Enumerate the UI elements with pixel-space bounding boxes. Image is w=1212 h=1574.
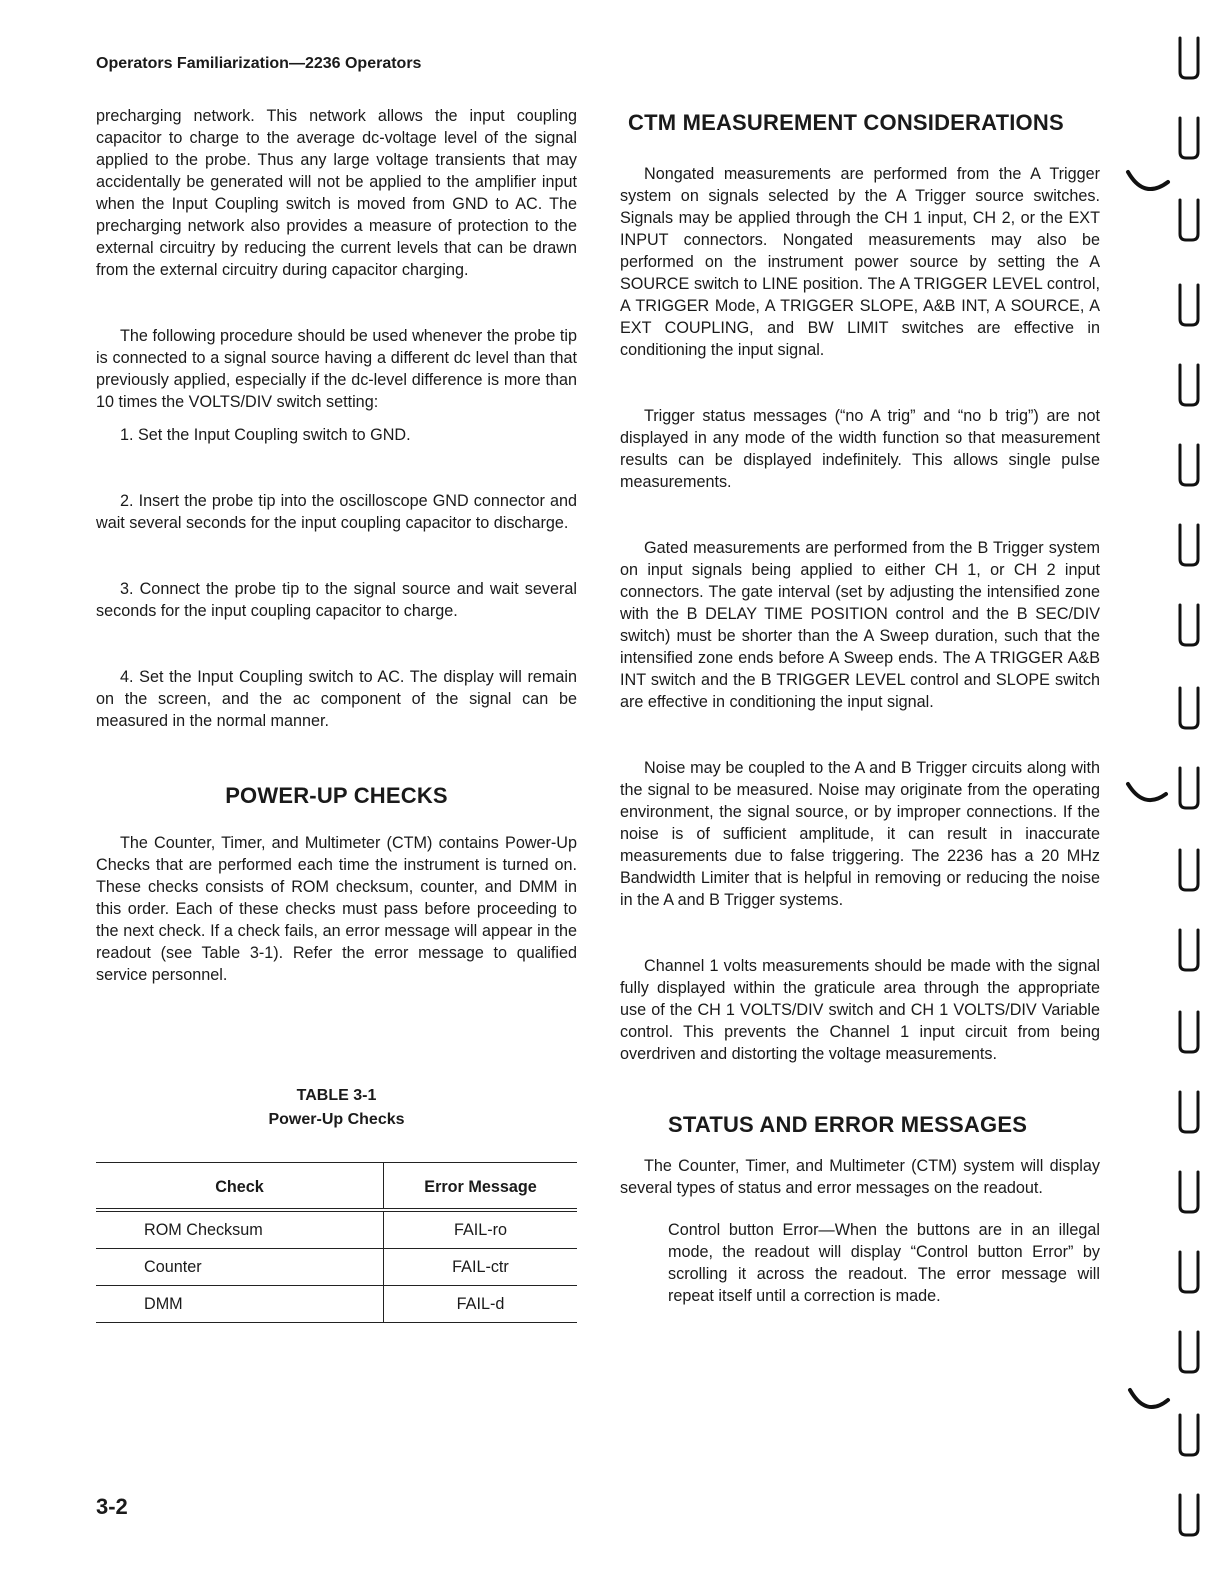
binder-hole-mark bbox=[1180, 1012, 1198, 1052]
binder-ring-mark bbox=[1128, 784, 1166, 800]
binder-hole-mark bbox=[1180, 850, 1198, 890]
table-title: Power-Up Checks bbox=[268, 1111, 405, 1128]
binder-hole-mark bbox=[1180, 1092, 1198, 1132]
binder-hole-mark bbox=[1180, 1415, 1198, 1455]
binder-hole-mark bbox=[1180, 1172, 1198, 1212]
paragraph: Gated measurements are performed from the B Trigger system on input signals being applied to either CH 1, or CH 2 input connectors. The gate interval (set by adjusting the intensified zone with the B DELAY TIME POSITION control and the B SEC/DIV switch) must be shorter than the A Sweep duration, such that the intensified zone ends before A Sweep ends. The A TRIGGER A&B INT switch and the B TRIGGER LEVEL control and SLOPE switch are effective in conditioning the input signal. bbox=[620, 539, 1100, 711]
binder-hole-mark bbox=[1180, 930, 1198, 970]
table-row bbox=[96, 1249, 577, 1286]
procedure-step: 4. Set the Input Coupling switch to AC. The display will remain on the screen, and the ac component of the signal can be measured in the normal manner. bbox=[96, 668, 577, 730]
binder-hole-mark bbox=[1180, 38, 1198, 78]
paragraph: The Counter, Timer, and Multimeter (CTM) contains Power-Up Checks that are performed each time the instrument is turned on. These checks consists of ROM checksum, counter, and DMM in this order. Each of these checks must pass before proceeding to the next check. If a check fails, an error message will appear in the readout (see Table 3-1). Refer the error message to qualified service personnel. bbox=[96, 834, 577, 984]
binder-hole-mark bbox=[1180, 365, 1198, 405]
binder-hole-mark bbox=[1180, 688, 1198, 728]
right-column bbox=[620, 105, 1100, 1307]
paragraph: Noise may be coupled to the A and B Trigger circuits along with the signal to be measured. Noise may originate from the operating environment, the signal source, or by improper connections. If the noise is of sufficient amplitude, it can result in inaccurate measurements due to false triggering. The 2236 has a 20 MHz Bandwidth Limiter that is helpful in removing or reducing the noise in the A and B Trigger systems. bbox=[620, 759, 1100, 909]
procedure-step: 1. Set the Input Coupling switch to GND. bbox=[120, 426, 411, 444]
binder-hole-mark bbox=[1180, 768, 1198, 808]
section-heading-status: STATUS AND ERROR MESSAGES bbox=[668, 1112, 1028, 1137]
left-column bbox=[96, 105, 577, 1323]
binder-hole-mark bbox=[1180, 1332, 1198, 1372]
binder-hole-mark bbox=[1180, 605, 1198, 645]
table-cell: ROM Checksum bbox=[96, 1210, 384, 1249]
table-cell: DMM bbox=[96, 1286, 384, 1323]
power-up-checks-table bbox=[96, 1162, 577, 1323]
paragraph: Nongated measurements are performed from the A Trigger system on signals selected by the A Trigger source switches. Signals may be applied through the CH 1 input, CH 2, or the EXT INPUT connectors. Nongated measurements may also be performed on the instrument power source by setting the A SOURCE switch to LINE position. The A TRIGGER LEVEL control, A TRIGGER Mode, A TRIGGER SLOPE, A&B INT, A SOURCE, A EXT COUPLING, and BW LIMIT switches are effective in conditioning the input signal. bbox=[620, 165, 1100, 359]
binder-hole-mark bbox=[1180, 118, 1198, 158]
table-cell: FAIL-ctr bbox=[384, 1249, 578, 1286]
table-cell: Counter bbox=[96, 1249, 384, 1286]
table-number: TABLE 3-1 bbox=[296, 1087, 377, 1104]
procedure-step: 3. Connect the probe tip to the signal source and wait several seconds for the input coupling capacitor to charge. bbox=[96, 580, 577, 620]
binder-holes-decoration bbox=[1120, 0, 1212, 1574]
binder-hole-mark bbox=[1180, 200, 1198, 240]
paragraph: Channel 1 volts measurements should be made with the signal fully displayed within the graticule area through the appropriate use of the CH 1 VOLTS/DIV switch and CH 1 VOLTS/DIV Variable control. This prevents the Channel 1 input circuit from being overdriven and distorting the voltage measurements. bbox=[620, 957, 1100, 1063]
binder-ring-mark bbox=[1130, 1390, 1168, 1407]
binder-hole-mark bbox=[1180, 1252, 1198, 1292]
binder-hole-mark bbox=[1180, 445, 1198, 485]
binder-hole-mark bbox=[1180, 285, 1198, 325]
binder-hole-mark bbox=[1180, 525, 1198, 565]
column-header: Check bbox=[96, 1163, 384, 1211]
table-cell: FAIL-ro bbox=[384, 1210, 578, 1249]
binder-ring-mark bbox=[1128, 172, 1168, 189]
paragraph: The Counter, Timer, and Multimeter (CTM) system will display several types of status and error messages on the readout. bbox=[620, 1157, 1100, 1197]
table-row bbox=[96, 1286, 577, 1323]
table-header-row bbox=[96, 1163, 577, 1211]
table-caption bbox=[96, 1084, 577, 1132]
table-row bbox=[96, 1210, 577, 1249]
binder-hole-mark bbox=[1180, 1495, 1198, 1535]
table-cell: FAIL-d bbox=[384, 1286, 578, 1323]
subparagraph: Control button Error—When the buttons are in an illegal mode, the readout will display “Control button Error” by scrolling it across the readout. The error message will repeat itself until a correction is made. bbox=[668, 1221, 1100, 1305]
paragraph: The following procedure should be used whenever the probe tip is connected to a signal source having a different dc level than that previously applied, especially if the dc-level difference is more than 10 times the VOLTS/DIV switch setting: bbox=[96, 327, 577, 411]
section-heading-power-up: POWER-UP CHECKS bbox=[225, 783, 448, 808]
procedure-step: 2. Insert the probe tip into the oscilloscope GND connector and wait several seconds for the input coupling capacitor to discharge. bbox=[96, 492, 577, 532]
page-number: 3-2 bbox=[96, 1494, 128, 1519]
running-head: Operators Familiarization—2236 Operators bbox=[96, 55, 422, 72]
section-heading-ctm: CTM MEASUREMENT CONSIDERATIONS bbox=[628, 110, 1064, 135]
column-header: Error Message bbox=[384, 1163, 578, 1211]
paragraph: Trigger status messages (“no A trig” and “no b trig”) are not displayed in any mode of the width function so that measurement results can be displayed indefinitely. This allows single pulse measurements. bbox=[620, 407, 1100, 491]
paragraph: precharging network. This network allows the input coupling capacitor to charge to the average dc-voltage level of the signal applied to the probe. Thus any large voltage transients that may accidentally be generated will not be applied to the amplifier input when the Input Coupling switch is moved from GND to AC. The precharging network also provides a measure of protection to the external circuitry by reducing the current levels that can be drawn from the external circuitry during capacitor charging. bbox=[96, 107, 577, 279]
